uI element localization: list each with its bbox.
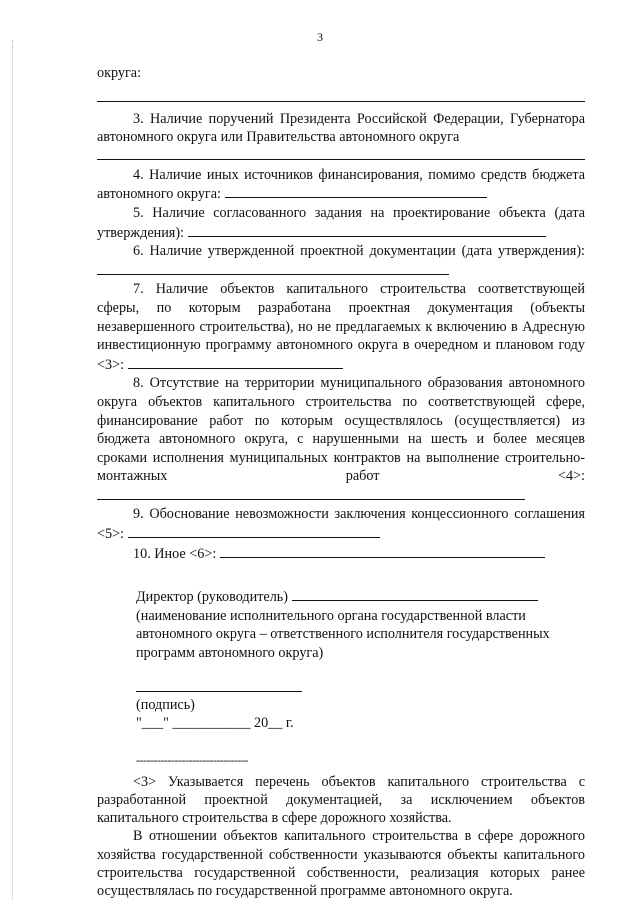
item-4-text: 4. Наличие иных источников финансирования, помимо средств бюджета автономного округа: (97, 166, 585, 203)
fill-line-item-9 (128, 524, 380, 538)
fill-line-item-3 (97, 159, 585, 160)
fill-line-item-6 (97, 261, 449, 275)
item-7 (97, 280, 585, 374)
page-number: 3 (317, 30, 323, 44)
fill-line-continuation (97, 101, 585, 102)
item-9 (97, 505, 585, 543)
signature-block (136, 587, 585, 733)
director-caption: (наименование исполнительного органа государственной власти автономного округа – ответственного исполнителя государственных программ автономного округа) (136, 607, 550, 662)
item-5 (97, 204, 585, 242)
signature-caption: (подпись) (136, 696, 195, 713)
item-9-text: 9. Обоснование невозможности заключения концессионного соглашения <5>: (97, 506, 585, 543)
document-body (97, 64, 585, 900)
item-6-text: 6. Наличие утвержденной проектной документации (дата утверждения): (133, 243, 585, 260)
scan-edge (12, 40, 14, 900)
continuation-text: округа: (97, 65, 142, 81)
director-label: Директор (руководитель) (136, 589, 288, 606)
item-6 (97, 242, 585, 280)
fill-line-item-7 (128, 355, 343, 369)
director-line (136, 587, 585, 607)
item-4 (97, 166, 585, 204)
item-5-text: 5. Наличие согласованного задания на проектирование объекта (дата утверждения): (97, 204, 585, 241)
footnote-3-paragraph-1: <3> Указывается перечень объектов капитального строительства с разработанной проектной документацией, за исключением объектов капитального строительства в сфере дорожного хозяйства. (97, 773, 585, 827)
footnotes (97, 773, 585, 900)
fill-line-director (292, 587, 538, 601)
item-10 (97, 544, 585, 564)
footnote-3-paragraph-2: В отношении объектов капитального строительства в сфере дорожного хозяйства государственной собственности указываются объекты капитального строительства государственной собственности, реализация которых ранее осуществлялась по государственной программе автономного округа. (97, 828, 585, 900)
item-8 (97, 374, 585, 505)
footnote-separator: -------------------------------- (136, 752, 248, 767)
date-line: "___" ___________ 20__ г. (136, 715, 294, 732)
fill-line-item-8 (97, 486, 525, 500)
item-8-text: 8. Отсутствие на территории муниципального образования автономного округа объектов капитального строительства по соответствующей сфере, финансирование работ по которым осуществлялось (осуществляется) из бюджета автономного округа, с нарушенными на шесть и более месяцев сроками исполнения муниципальных контрактов на выполнение строительно-монтажных работ <4>: (97, 375, 585, 485)
fill-line-item-10 (220, 544, 545, 558)
item-3: 3. Наличие поручений Президента Российской Федерации, Губернатора автономного округа или Правительства автономного округа (97, 110, 585, 146)
item-7-text: 7. Наличие объектов капитального строительства соответствующей сферы, по которым разработана проектная документация (объекты незавершенного строительства), но не предлагаемых к включению в Адресную инвестиционную программу автономного округа в очередном и плановом году <3>: (97, 281, 585, 373)
item-10-text: 10. Иное <6>: (133, 545, 217, 562)
fill-line-item-5 (188, 223, 546, 237)
fill-line-item-4 (225, 184, 487, 198)
signature-line (136, 691, 302, 692)
